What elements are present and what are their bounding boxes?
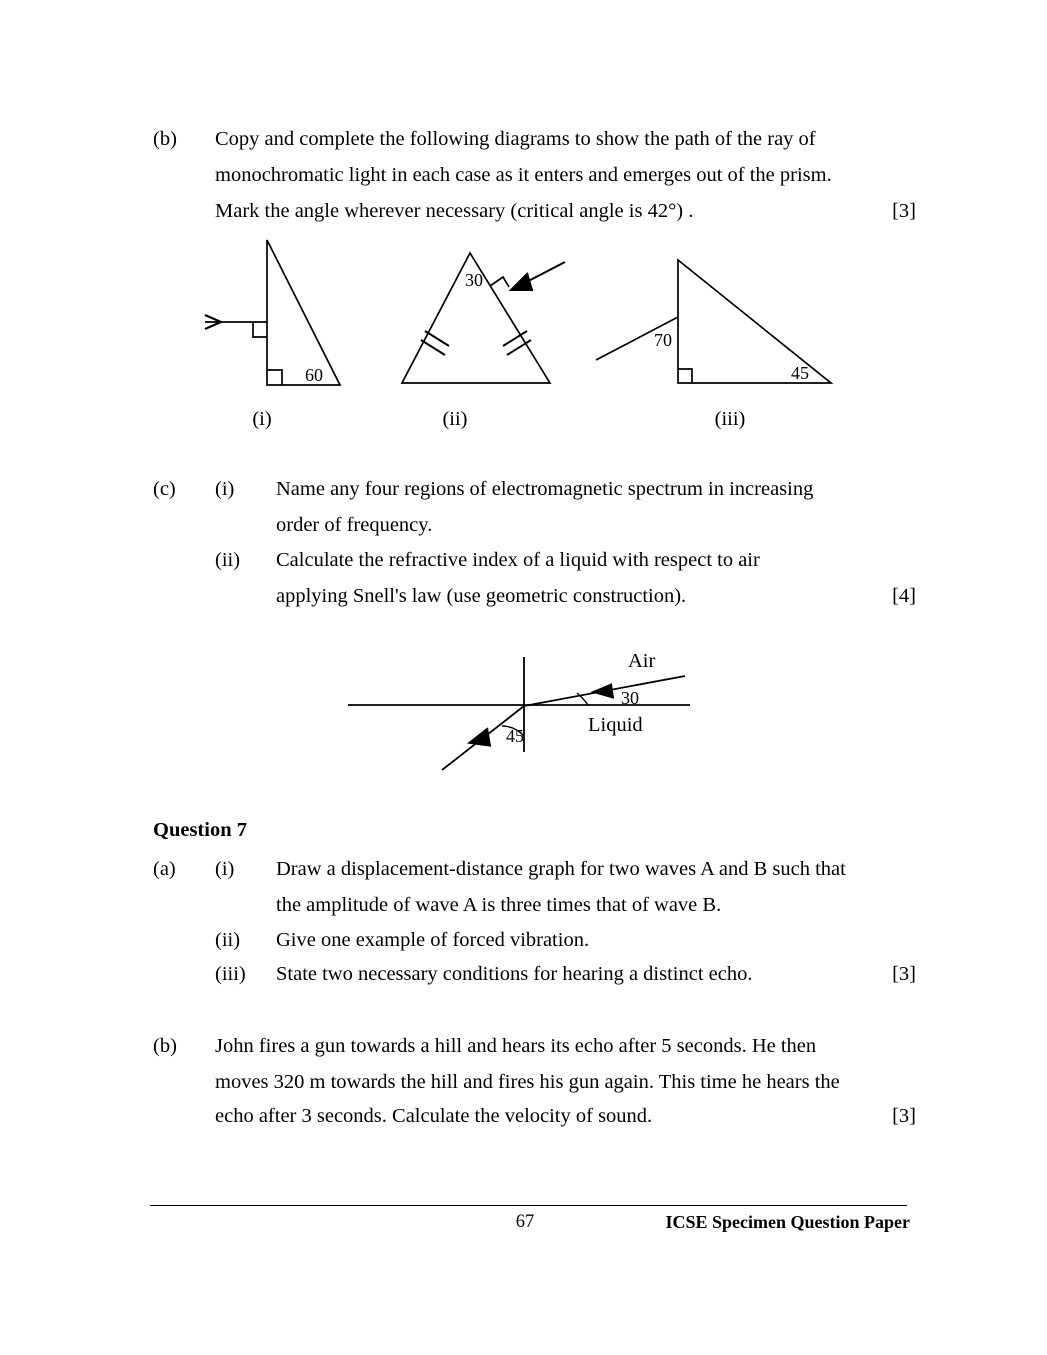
angle-label-60: 60: [305, 365, 323, 385]
numeral-7a-ii: (ii): [215, 929, 241, 951]
marks-6b: [3]: [892, 200, 916, 222]
footer-divider: [150, 1205, 907, 1206]
triangle-outline: [267, 240, 340, 385]
part-6c-i-line-1: Name any four regions of electromagnetic spectrum in increasing: [276, 478, 814, 500]
right-angle-mark-corner: [678, 369, 692, 383]
part-label-6b: (b): [153, 128, 177, 150]
part-7b-line-1: John fires a gun towards a hill and hears its echo after 5 seconds. He then: [215, 1035, 817, 1057]
part-7a-i-line-2: the amplitude of wave A is three times that of wave B.: [276, 894, 722, 916]
marks-6c: [4]: [892, 585, 916, 607]
part-label-6c: (c): [153, 478, 176, 500]
footer-source-text: ICSE Specimen Question Paper: [665, 1212, 910, 1232]
marks-7b: [3]: [892, 1105, 916, 1127]
part-6c-i-line-2: order of frequency.: [276, 514, 433, 536]
right-angle-mark-face: [490, 277, 509, 287]
part-6b-line-1: Copy and complete the following diagrams to show the path of the ray of: [215, 128, 816, 150]
part-7b-line-2: moves 320 m towards the hill and fires his gun again. This time he hears the: [215, 1071, 840, 1093]
footer-page-number: 67: [515, 1212, 535, 1232]
figure-refraction: [340, 648, 710, 783]
part-6c-ii-line-2: applying Snell's law (use geometric construction).: [276, 585, 687, 607]
part-6b-line-3: Mark the angle wherever necessary (critical angle is 42°) .: [215, 200, 694, 222]
question-7-heading: Question 7: [153, 819, 247, 841]
right-angle-mark-ray: [253, 322, 267, 337]
figure-prism-i: [195, 232, 360, 397]
prism-ii-drawing: [395, 245, 580, 395]
part-label-7a: (a): [153, 858, 176, 880]
incident-ray-arrowhead: [593, 684, 614, 698]
incident-ray-arrowhead: [511, 273, 533, 290]
figure-caption-i: (i): [252, 408, 272, 430]
angle-label-refraction: 45: [506, 726, 524, 746]
medium-label-liquid: Liquid: [588, 714, 643, 736]
part-6b-line-2: monochromatic light in each case as it enters and emerges out of the prism.: [215, 164, 832, 186]
numeral-7a-iii: (iii): [215, 963, 246, 985]
figure-prism-ii: [395, 245, 580, 395]
part-7a-iii-line-1: State two necessary conditions for hearing a distinct echo.: [276, 963, 753, 985]
figure-caption-ii: (ii): [442, 408, 468, 430]
prism-i-drawing: [195, 232, 360, 397]
refracted-ray-arrowhead: [469, 728, 491, 746]
angle-label-70: 70: [654, 330, 672, 350]
numeral-7a-i: (i): [215, 858, 235, 880]
angle-label-30: 30: [465, 270, 483, 290]
numeral-6c-ii: (ii): [215, 549, 241, 571]
right-angle-mark-corner: [267, 370, 282, 385]
angle-label-incidence: 30: [621, 688, 639, 708]
part-6c-ii-line-1: Calculate the refractive index of a liquid with respect to air: [276, 549, 760, 571]
part-label-7b: (b): [153, 1035, 177, 1057]
part-7b-line-3: echo after 3 seconds. Calculate the velocity of sound.: [215, 1105, 653, 1127]
figure-prism-iii: [588, 250, 843, 395]
medium-label-air: Air: [628, 650, 656, 672]
part-7a-i-line-1: Draw a displacement-distance graph for two waves A and B such that: [276, 858, 846, 880]
part-7a-ii-line-1: Give one example of forced vibration.: [276, 929, 590, 951]
figure-caption-iii: (iii): [714, 408, 746, 430]
marks-7a: [3]: [892, 963, 916, 985]
numeral-6c-i: (i): [215, 478, 235, 500]
angle-label-45: 45: [791, 363, 809, 383]
